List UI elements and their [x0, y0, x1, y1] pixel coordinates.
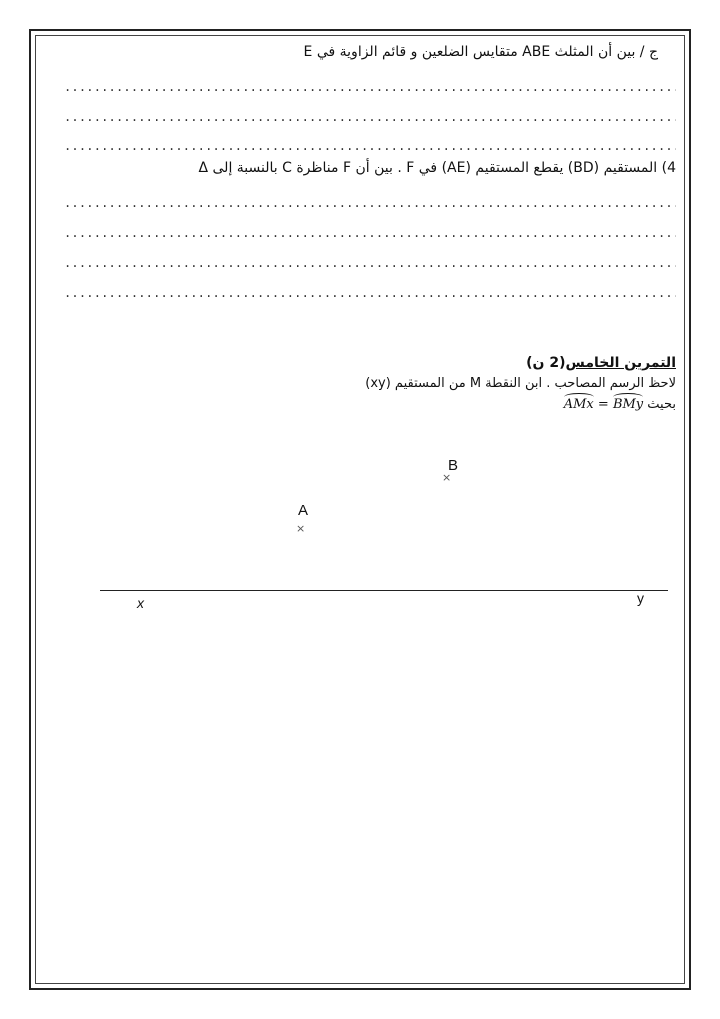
answer-line: [64, 110, 676, 124]
question-4-text: 4) المستقيم (BD) يقطع المستقيم (AE) في F . بين أن F مناظرة C بالنسبة إلى Δ: [198, 160, 676, 176]
condition-prefix: بحيث: [647, 397, 676, 412]
exercise-5-title: التمرين الخامس: [565, 355, 676, 371]
point-a-cross-icon: ×: [296, 522, 306, 535]
angle-bmy: BMy: [612, 397, 644, 412]
page-border-inner: [35, 35, 685, 984]
equals-sign: =: [597, 397, 609, 412]
section-c-text: ج / بين أن المثلث ABE متقايس الضلعين و قائم الزاوية في E: [303, 44, 658, 60]
label-x: x: [137, 595, 144, 611]
exercise-5-heading: [526, 355, 676, 371]
answer-line: [64, 286, 676, 300]
exercise-5-instruction: لاحظ الرسم المصاحب . ابن النقطة M من المستقيم (xy): [365, 376, 676, 391]
answer-line: [64, 196, 676, 210]
point-b-label: B: [448, 457, 459, 474]
angle-amx: AMx: [563, 397, 594, 412]
line-xy: [100, 590, 668, 591]
label-y: y: [637, 590, 644, 606]
exercise-5-points: (2 ن): [526, 355, 566, 371]
point-a-label: A: [298, 502, 309, 519]
exercise-5-condition: [564, 397, 676, 412]
point-b-cross-icon: ×: [442, 471, 452, 484]
answer-line: [64, 256, 676, 270]
angle-equation: [564, 397, 643, 412]
answer-line: [64, 80, 676, 94]
answer-line: [64, 139, 676, 153]
answer-line: [64, 226, 676, 240]
